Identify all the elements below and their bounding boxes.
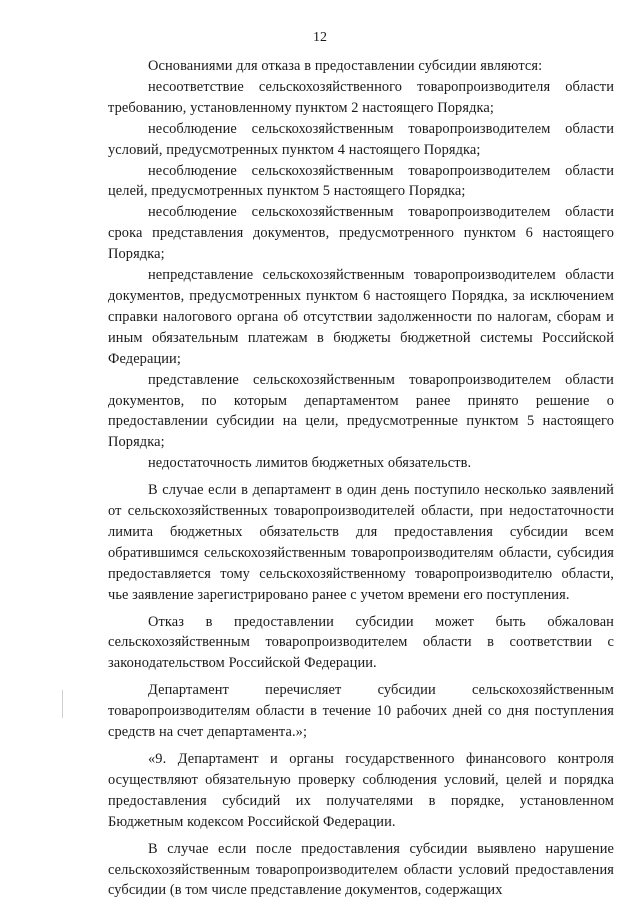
paragraph-documents-already-used: представление сельскохозяйственным товаропроизводителем области документов, по которым департаментом ранее принято решение о предоставлении субсидии на цели, предусмотренные пунктом 5 настоящего Порядка; (108, 371, 614, 451)
paragraph-section-9-control: «9. Департамент и органы государственного финансового контроля осуществляют обязательную проверку соблюдения условий, целей и порядка предоставления субсидий их получателями в порядке, установленном Бюджетным кодексом Российской Федерации. (108, 751, 614, 830)
margin-mark (62, 690, 63, 718)
paragraph-insufficient-limits: недостаточность лимитов бюджетных обязательств. (148, 455, 472, 472)
paragraph-transfer-terms: Департамент перечисляет субсидии сельскохозяйственным товаропроизводителям области в течение 10 рабочих дней со дня поступления средств на счет департамента.»; (108, 682, 614, 741)
paragraph-nonobservance-conditions: несоблюдение сельскохозяйственным товаропроизводителем области условий, предусмотренных пунктом 4 настоящего Порядка; (108, 120, 614, 158)
paragraph-appeal: Отказ в предоставлении субсидии может быть обжалован сельскохозяйственным товаропроизводителем области в соответствии с законодательством Российской Федерации. (108, 613, 614, 672)
paragraph-violation-detected: В случае если после предоставления субсидии выявлено нарушение сельскохозяйственным товаропроизводителем области условий предоставления субсидии (в том числе представление документов, содержащих (108, 840, 614, 899)
page-number: 12 (313, 30, 327, 45)
paragraph-nonobservance-deadline: несоблюдение сельскохозяйственным товаропроизводителем области срока представления документов, предусмотренного пунктом 6 настоящего Порядка; (108, 204, 614, 263)
document-body (108, 56, 614, 901)
paragraph-documents-not-submitted: непредставление сельскохозяйственным товаропроизводителем области документов, предусмотренных пунктом 6 настоящего Порядка, за исключением справки налогового органа об отсутствии задолженности по налогам, сборам и иным обязательным платежам в бюджеты бюджетной системы Российской Федерации; (108, 267, 614, 367)
paragraph-noncompliance-requirement: несоответствие сельскохозяйственного товаропроизводителя области требованию, установленному пунктом 2 настоящего Порядка; (108, 78, 614, 116)
paragraph-same-day-applications: В случае если в департамент в один день поступило несколько заявлений от сельскохозяйственных товаропроизводителей области, при недостаточности лимита бюджетных обязательств для предоставления субсидии всем обратившимся сельскохозяйственным товаропроизводителям области, субсидия предоставляется тому сельскохозяйственному товаропроизводителю области, чье заявление зарегистрировано ранее с учетом времени его поступления. (108, 482, 614, 603)
paragraph-refusal-grounds-intro: Основаниями для отказа в предоставлении субсидии являются: (148, 58, 543, 74)
paragraph-nonobservance-goals: несоблюдение сельскохозяйственным товаропроизводителем области целей, предусмотренных пунктом 5 настоящего Порядка; (108, 162, 614, 200)
